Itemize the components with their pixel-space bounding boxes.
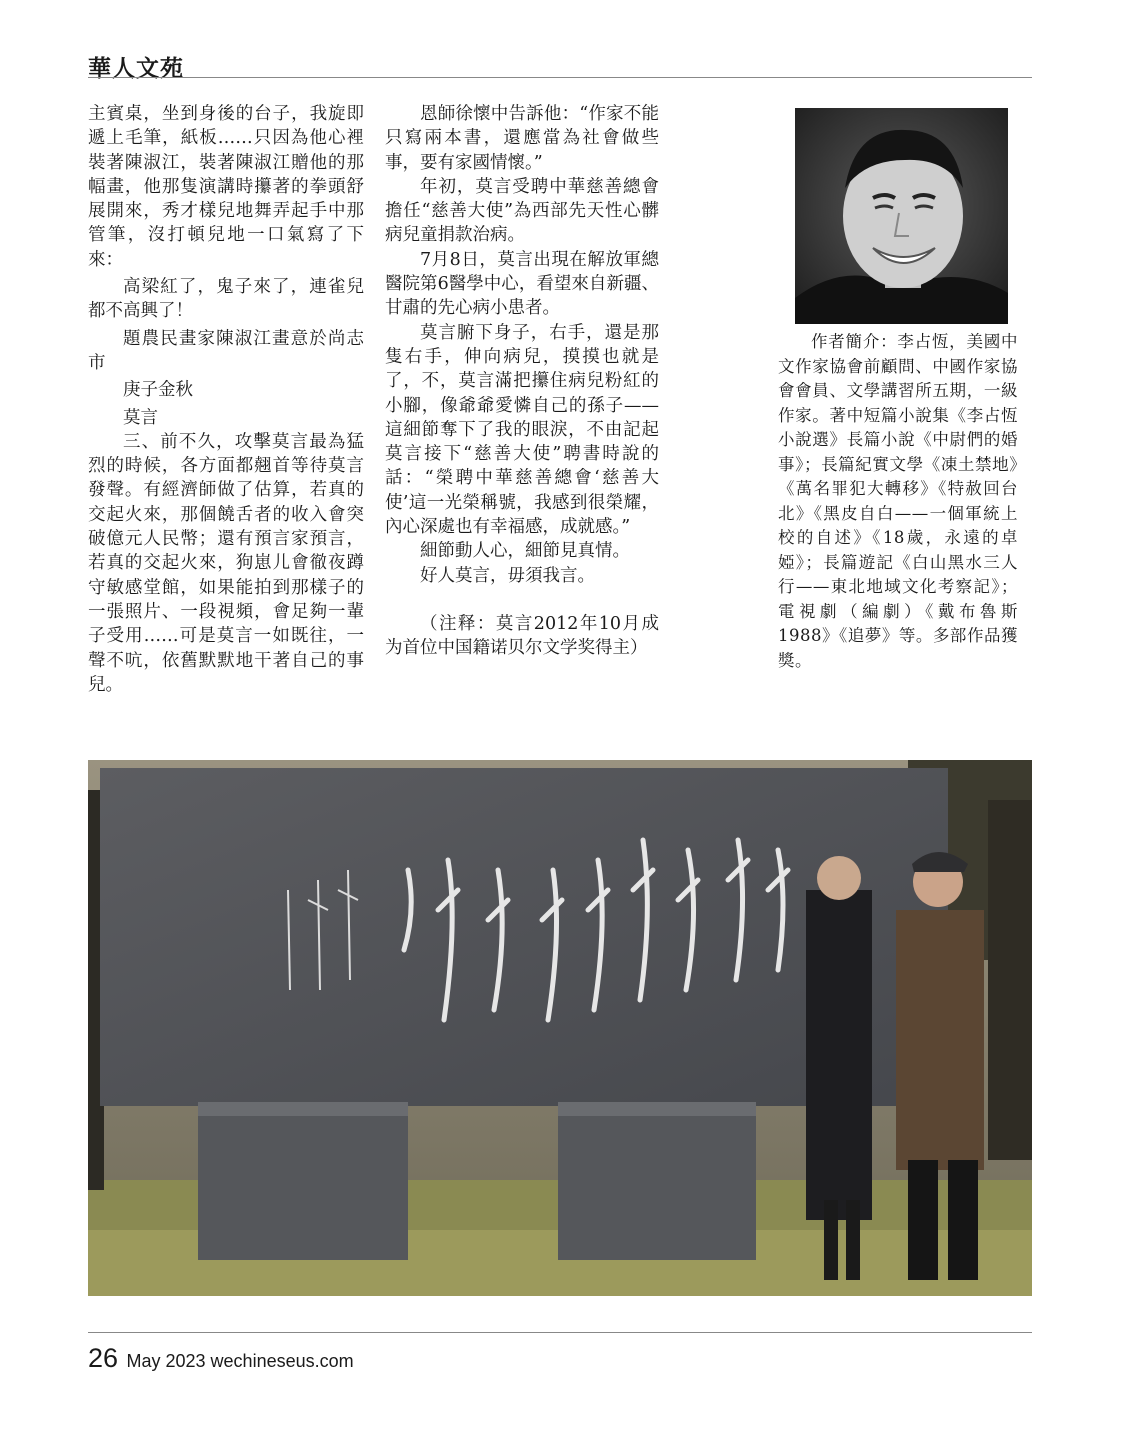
paragraph: 恩師徐懷中告訴他：“作家不能只寫兩本書，還應當為社會做些事，要有家國情懷。”: [385, 104, 659, 173]
stele-photo: [88, 760, 1032, 1296]
header-rule: [88, 77, 1032, 78]
paragraph: 7月8日，莫言出現在解放軍總醫院第6醫學中心，看望來自新疆、甘肅的先心病小患者。: [385, 249, 659, 319]
page-number: 26: [88, 1343, 119, 1373]
page-header: [88, 44, 1032, 80]
paragraph: 莫言腑下身子，右手，還是那隻右手，伸向病兒，摸摸也就是了，不，莫言滿把攥住病兒粉紅的小腳，像爺爺愛憐自己的孫子——這細節奪下了我的眼淚，不由記起莫言接下“慈善大使”聘書時說的話：“榮聘中華慈善總會‘慈善大使’這一光榮稱號，我感到很榮耀，內心深處也有幸福感，成就感。”: [385, 322, 659, 538]
footnote: （注释：莫言2012年10月成为首位中国籍诺贝尔文学奖得主）: [385, 613, 659, 659]
poem-line: 高梁紅了，鬼子來了，連雀兒都不高興了！: [88, 277, 364, 322]
paragraph: 年初，莫言受聘中華慈善總會擔任“慈善大使”為西部先天性心髒病兒童捐款治病。: [385, 176, 659, 246]
paragraph: 細節動人心，細節見真情。: [420, 541, 630, 562]
author-photo: [795, 108, 1008, 324]
page-footer: [88, 1343, 354, 1374]
author-bio-text: 作者簡介：李占恆，美國中文作家協會前顧問、中國作家協會會員、文學講習所五期，一級作家。著中短篇小說集《李占恆小說選》長篇小說《中尉們的婚事》；長篇紀實文學《凍土禁地》《萬名罪犯大轉移》《特赦回台北》《黑皮自白——一個軍統上校的自述》《18歲，永遠的卓婭》；長篇遊記《白山黑水三人行——東北地域文化考察記》；電視劇（編劇）《戴布魯斯1988》《追夢》等。多部作品獲獎。: [778, 332, 1018, 670]
section-title: 華人文苑: [88, 55, 184, 82]
article-column-1: [88, 102, 364, 697]
article-column-2: [385, 102, 659, 661]
paragraph: 主賓桌，坐到身後的台子，我旋即遞上毛筆，紙板……只因為他心裡裝著陳淑江，裝著陳淑江贈他的那幅畫，他那隻演講時攥著的拳頭舒展開來，秀才樣兒地舞弄起手中那管筆，沒打頓兒地一口氣寫了下來：: [88, 104, 364, 270]
paragraph: 三、前不久，攻擊莫言最為猛烈的時候，各方面都翹首等待莫言發聲。有經濟師做了估算，若真的交起火來，那個饒舌者的收入會突破億元人民幣；還有預言家預言，若真的交起火來，狗崽儿會徹夜蹲守敏感堂館，如果能拍到那樣子的一張照片、一段視頻，會足夠一輩子受用……可是莫言一如既往，一聲不吭，依舊默默地干著自己的事兒。: [88, 431, 364, 695]
poem-inscription: 題農民畫家陳淑江畫意於尚志市: [88, 328, 364, 373]
footer-rule: [88, 1332, 1032, 1333]
footer-text: May 2023 wechineseus.com: [126, 1351, 354, 1371]
poem-date: 庚子金秋: [123, 380, 193, 401]
poem-signature: 莫言: [123, 407, 158, 428]
author-bio: [778, 330, 1018, 673]
author-portrait-image: [795, 108, 1008, 324]
stele-scene-image: [88, 760, 1032, 1296]
paragraph: 好人莫言，毋須我言。: [420, 565, 595, 586]
